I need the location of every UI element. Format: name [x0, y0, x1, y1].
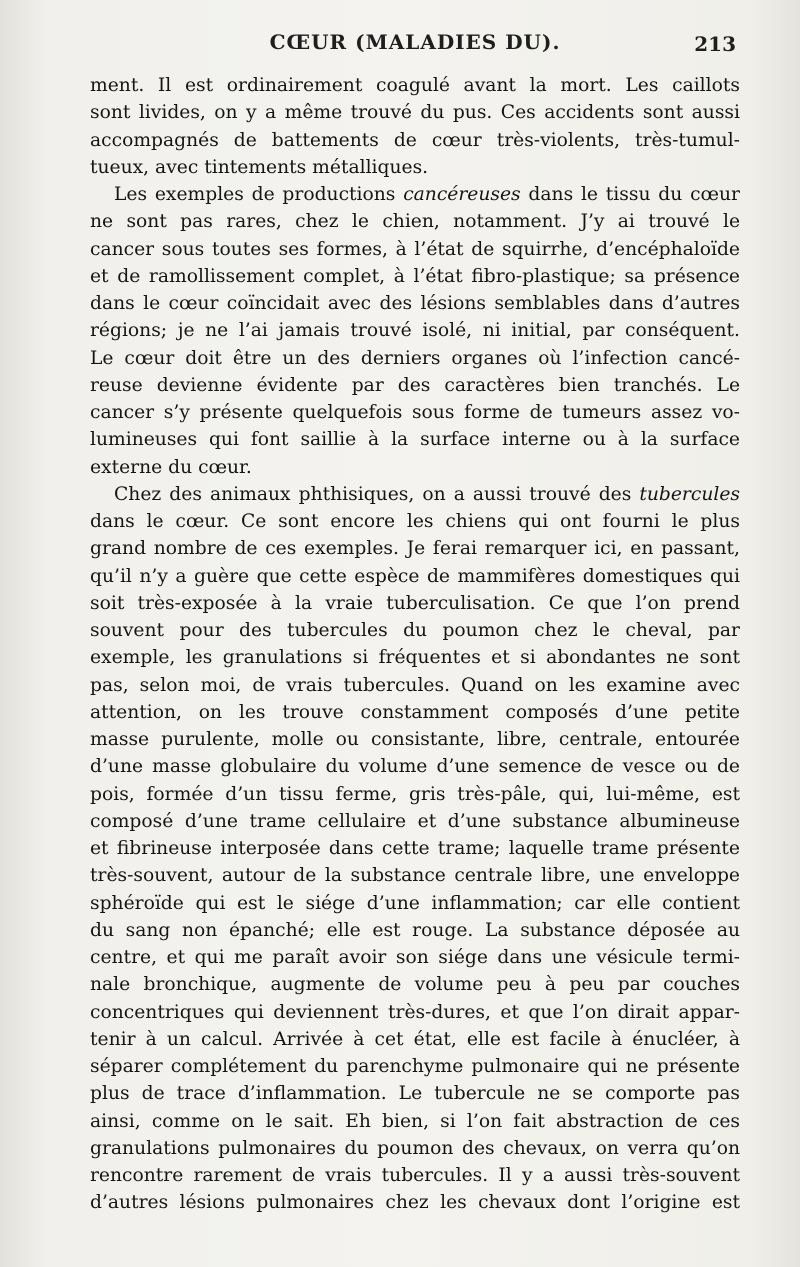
text-line: granulations pulmonaires du poumon des chevaux, on verra qu’on	[90, 1137, 740, 1159]
italic-term: cancéreuses	[403, 184, 521, 205]
page-header	[90, 30, 740, 62]
text-line: sphéroïde qui est le siége d’une inflammation; car elle contient	[90, 892, 740, 914]
text-line: qu’il n’y a guère que cette espèce de mammifères domestiques qui	[90, 565, 740, 587]
text-line: tueux, avec tintements métalliques.	[90, 156, 429, 178]
text-line: cancer sous toutes ses formes, à l’état de squirrhe, d’encéphaloïde	[90, 238, 740, 260]
text-line: tenir à un calcul. Arrivée à cet état, elle est facile à énucléer, à	[90, 1028, 740, 1050]
text-line: ainsi, comme on le sait. Eh bien, si l’on fait abstraction de ces	[90, 1110, 740, 1132]
text-line: externe du cœur.	[90, 456, 252, 478]
text-line	[90, 181, 740, 208]
text-line: accompagnés de battements de cœur très-violents, très-tumul-	[90, 129, 740, 151]
text-line: sont livides, on y a même trouvé du pus. Ces accidents sont aussi	[90, 102, 740, 124]
text-line: séparer complétement du parenchyme pulmonaire qui ne présente	[90, 1056, 740, 1077]
text-line: souvent pour des tubercules du poumon chez le cheval, par	[90, 620, 740, 641]
running-title: CŒUR (MALADIES DU).	[269, 30, 561, 54]
text-line: ne sont pas rares, chez le chien, notamment. J’y ai trouvé le	[90, 211, 740, 233]
text-line: dans le cœur coïncidait avec des lésions semblables dans d’autres	[90, 293, 740, 314]
text-line: et de ramollissement complet, à l’état fibro-plastique; sa présence	[90, 265, 740, 287]
text-line: grand nombre de ces exemples. Je ferai remarquer ici, en passant,	[90, 538, 740, 560]
text-line: d’une masse globulaire du volume d’une semence de vesce ou de	[90, 756, 740, 778]
text-line: centre, et qui me paraît avoir son siége dans une vésicule termi-	[90, 947, 740, 968]
text-line: reuse devienne évidente par des caractères bien tranchés. Le	[90, 374, 740, 396]
text-line: lumineuses qui font saillie à la surface interne ou à la surface	[90, 429, 740, 451]
text-line: soit très-exposée à la vraie tuberculisation. Ce que l’on prend	[90, 592, 740, 614]
text-line: concentriques qui deviennent très-dures, et que l’on dirait appar-	[90, 1001, 740, 1023]
page-number: 213	[694, 32, 736, 56]
text-segment: dans le tissu du cœur	[520, 184, 740, 205]
text-line: exemple, les granulations si fréquentes et si abondantes ne sont	[90, 647, 740, 669]
text-line: pas, selon moi, de vrais tubercules. Quand on les examine avec	[90, 674, 740, 696]
italic-term: tubercules	[639, 483, 740, 505]
text-line: du sang non épanché; elle est rouge. La substance déposée au	[90, 919, 740, 941]
text-line: dans le cœur. Ce sont encore les chiens qui ont fourni le plus	[90, 511, 740, 532]
text-line: nale bronchique, augmente de volume peu à peu par couches	[90, 974, 740, 996]
text-line: très-souvent, autour de la substance centrale libre, une enveloppe	[90, 865, 740, 887]
text-line: Le cœur doit être un des derniers organes où l’infection cancé-	[90, 347, 740, 369]
text-line: d’autres lésions pulmonaires chez les chevaux dont l’origine est	[90, 1192, 740, 1214]
text-line: ment. Il est ordinairement coagulé avant la mort. Les caillots	[90, 75, 740, 96]
text-line: rencontre rarement de vrais tubercules. Il y a aussi très-souvent	[90, 1165, 740, 1186]
text-line: régions; je ne l’ai jamais trouvé isolé, ni initial, par conséquent.	[90, 320, 740, 342]
text-line: attention, on les trouve constamment composés d’une petite	[90, 701, 740, 723]
body-text	[90, 72, 740, 1217]
text-segment: Chez des animaux phthisiques, on a aussi trouvé des	[114, 483, 640, 505]
text-line: cancer s’y présente quelquefois sous forme de tumeurs assez vo-	[90, 402, 740, 423]
text-line: plus de trace d’inflammation. Le tubercule ne se comporte pas	[90, 1083, 740, 1105]
text-line: composé d’une trame cellulaire et d’une substance albumineuse	[90, 810, 740, 832]
text-line	[90, 481, 740, 508]
text-line: pois, formée d’un tissu ferme, gris très-pâle, qui, lui-même, est	[90, 783, 740, 805]
text-segment: Les exemples de productions	[114, 184, 404, 205]
text-line: masse purulente, molle ou consistante, libre, centrale, entourée	[90, 729, 740, 750]
text-line: et fibrineuse interposée dans cette trame; laquelle trame présente	[90, 838, 740, 859]
